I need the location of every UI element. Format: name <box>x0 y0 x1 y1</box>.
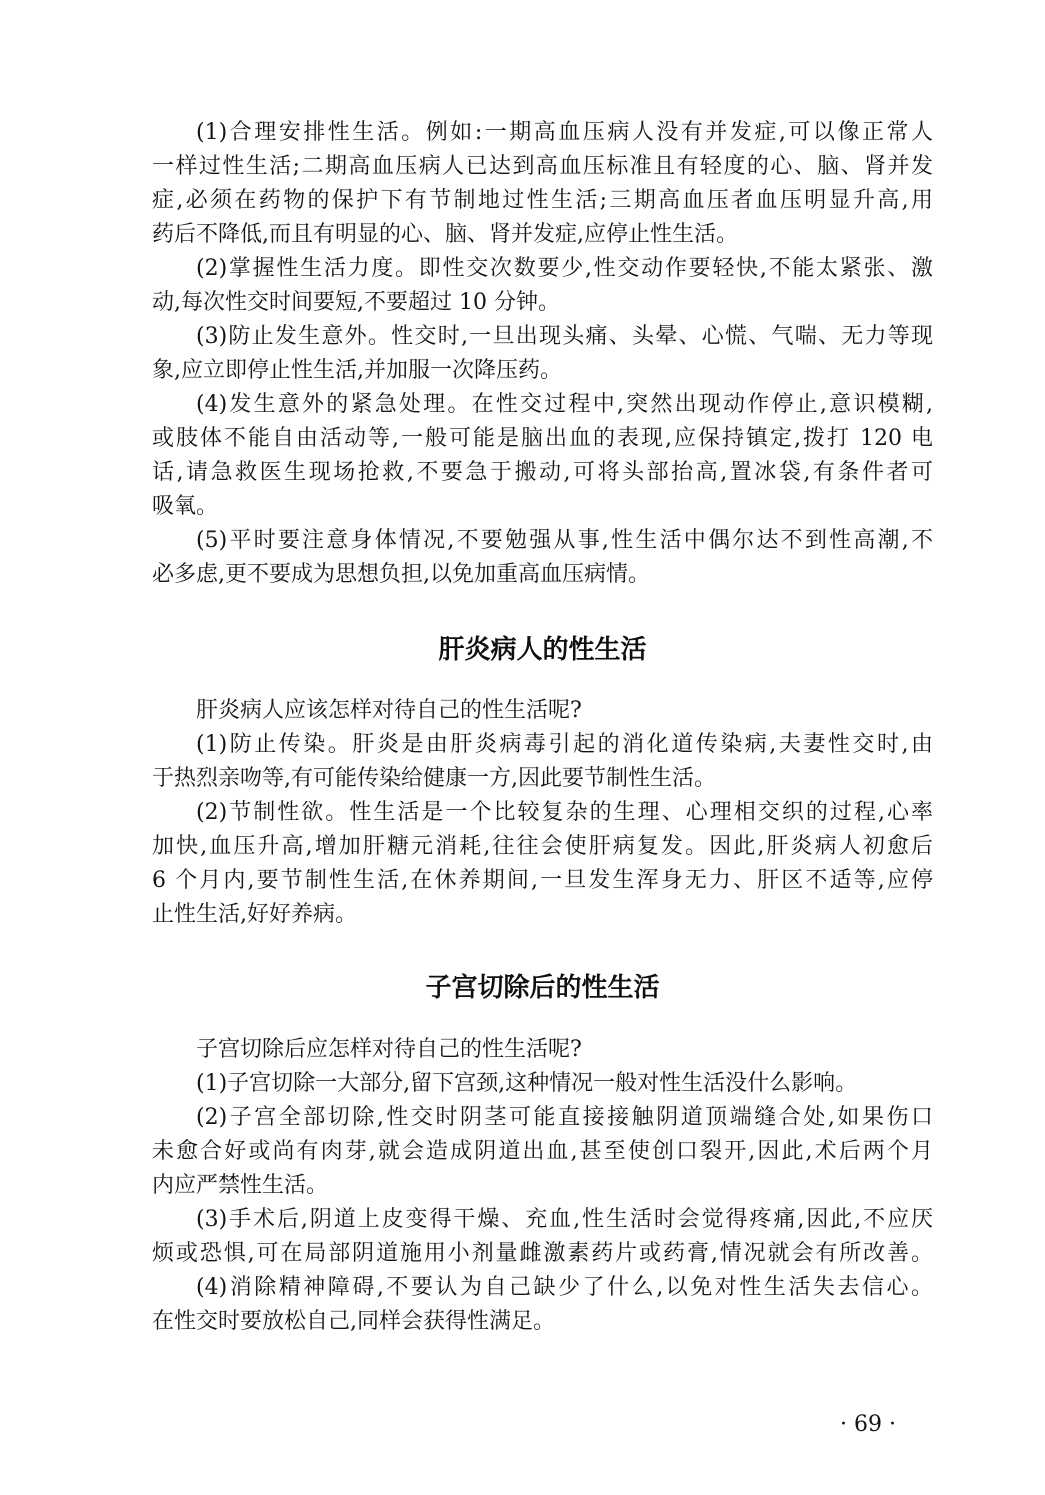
paragraph <box>152 1033 933 1067</box>
text-line: (4)消除精神障碍,不要认为自己缺少了什么,以免对性生活失去信心。 <box>196 1275 933 1300</box>
body-text-block <box>152 116 933 592</box>
text-line: 肝炎病人应该怎样对待自己的性生活呢? <box>196 698 582 723</box>
text-line: (1)防止传染。肝炎是由肝炎病毒引起的消化道传染病,夫妻性交时,由 <box>196 732 933 757</box>
text-line: 症,必须在药物的保护下有节制地过性生活;三期高血压者血压明显升高,用 <box>152 188 933 213</box>
text-line: 在性交时要放松自己,同样会获得性满足。 <box>152 1309 555 1334</box>
paragraph <box>152 1067 933 1101</box>
section-heading: 子宫切除后的性生活 <box>425 973 660 1003</box>
text-line: (3)手术后,阴道上皮变得干燥、充血,性生活时会觉得疼痛,因此,不应厌 <box>196 1207 933 1232</box>
text-line: 6 个月内,要节制性生活,在休养期间,一旦发生浑身无力、肝区不适等,应停 <box>152 868 933 893</box>
text-line: 子宫切除后应怎样对待自己的性生活呢? <box>196 1037 582 1062</box>
text-line: 内应严禁性生活。 <box>152 1173 329 1198</box>
text-line: 烦或恐惧,可在局部阴道施用小剂量雌激素药片或药膏,情况就会有所改善。 <box>152 1241 933 1266</box>
text-line: 于热烈亲吻等,有可能传染给健康一方,因此要节制性生活。 <box>152 766 716 791</box>
text-line: (1)合理安排性生活。例如:一期高血压病人没有并发症,可以像正常人 <box>196 120 933 145</box>
body-text-block <box>152 694 933 932</box>
text-line: (3)防止发生意外。性交时,一旦出现头痛、头晕、心慌、气喘、无力等现 <box>196 324 933 349</box>
body-text-block <box>152 1033 933 1339</box>
text-line: 吸氧。 <box>152 494 219 519</box>
text-line: 止性生活,好好养病。 <box>152 902 357 927</box>
paragraph <box>152 1271 933 1339</box>
paragraph <box>152 320 933 388</box>
paragraph <box>152 116 933 252</box>
text-line: (4)发生意外的紧急处理。在性交过程中,突然出现动作停止,意识模糊, <box>196 392 933 417</box>
text-line: 药后不降低,而且有明显的心、脑、肾并发症,应停止性生活。 <box>152 222 738 247</box>
paragraph <box>152 1203 933 1271</box>
text-line: 加快,血压升高,增加肝糖元消耗,往往会使肝病复发。因此,肝炎病人初愈后 <box>152 834 933 859</box>
paragraph <box>152 388 933 524</box>
text-line: (2)节制性欲。性生活是一个比较复杂的生理、心理相交织的过程,心率 <box>196 800 933 825</box>
text-line: 话,请急救医生现场抢救,不要急于搬动,可将头部抬高,置冰袋,有条件者可 <box>152 460 933 485</box>
text-line: 或肢体不能自由活动等,一般可能是脑出血的表现,应保持镇定,拨打 120 电 <box>152 426 933 451</box>
text-line: 未愈合好或尚有肉芽,就会造成阴道出血,甚至使创口裂开,因此,术后两个月 <box>152 1139 933 1164</box>
page-number: · 69 · <box>840 1412 896 1437</box>
text-line: (2)子宫全部切除,性交时阴茎可能直接接触阴道顶端缝合处,如果伤口 <box>196 1105 933 1130</box>
text-line: 动,每次性交时间要短,不要超过 10 分钟。 <box>152 290 560 315</box>
paragraph <box>152 252 933 320</box>
text-line: (2)掌握性生活力度。即性交次数要少,性交动作要轻快,不能太紧张、激 <box>196 256 933 281</box>
text-line: (1)子宫切除一大部分,留下宫颈,这种情况一般对性生活没什么影响。 <box>196 1071 858 1096</box>
section-heading: 肝炎病人的性生活 <box>438 635 647 665</box>
paragraph <box>152 1101 933 1203</box>
paragraph <box>152 694 933 728</box>
text-line: (5)平时要注意身体情况,不要勉强从事,性生活中偶尔达不到性高潮,不 <box>196 528 933 553</box>
paragraph <box>152 524 933 592</box>
text-line: 一样过性生活;二期高血压病人已达到高血压标准且有轻度的心、脑、肾并发 <box>152 154 933 179</box>
text-line: 必多虑,更不要成为思想负担,以免加重高血压病情。 <box>152 562 650 587</box>
paragraph <box>152 728 933 796</box>
paragraph <box>152 796 933 932</box>
text-line: 象,应立即停止性生活,并加服一次降压药。 <box>152 358 562 383</box>
